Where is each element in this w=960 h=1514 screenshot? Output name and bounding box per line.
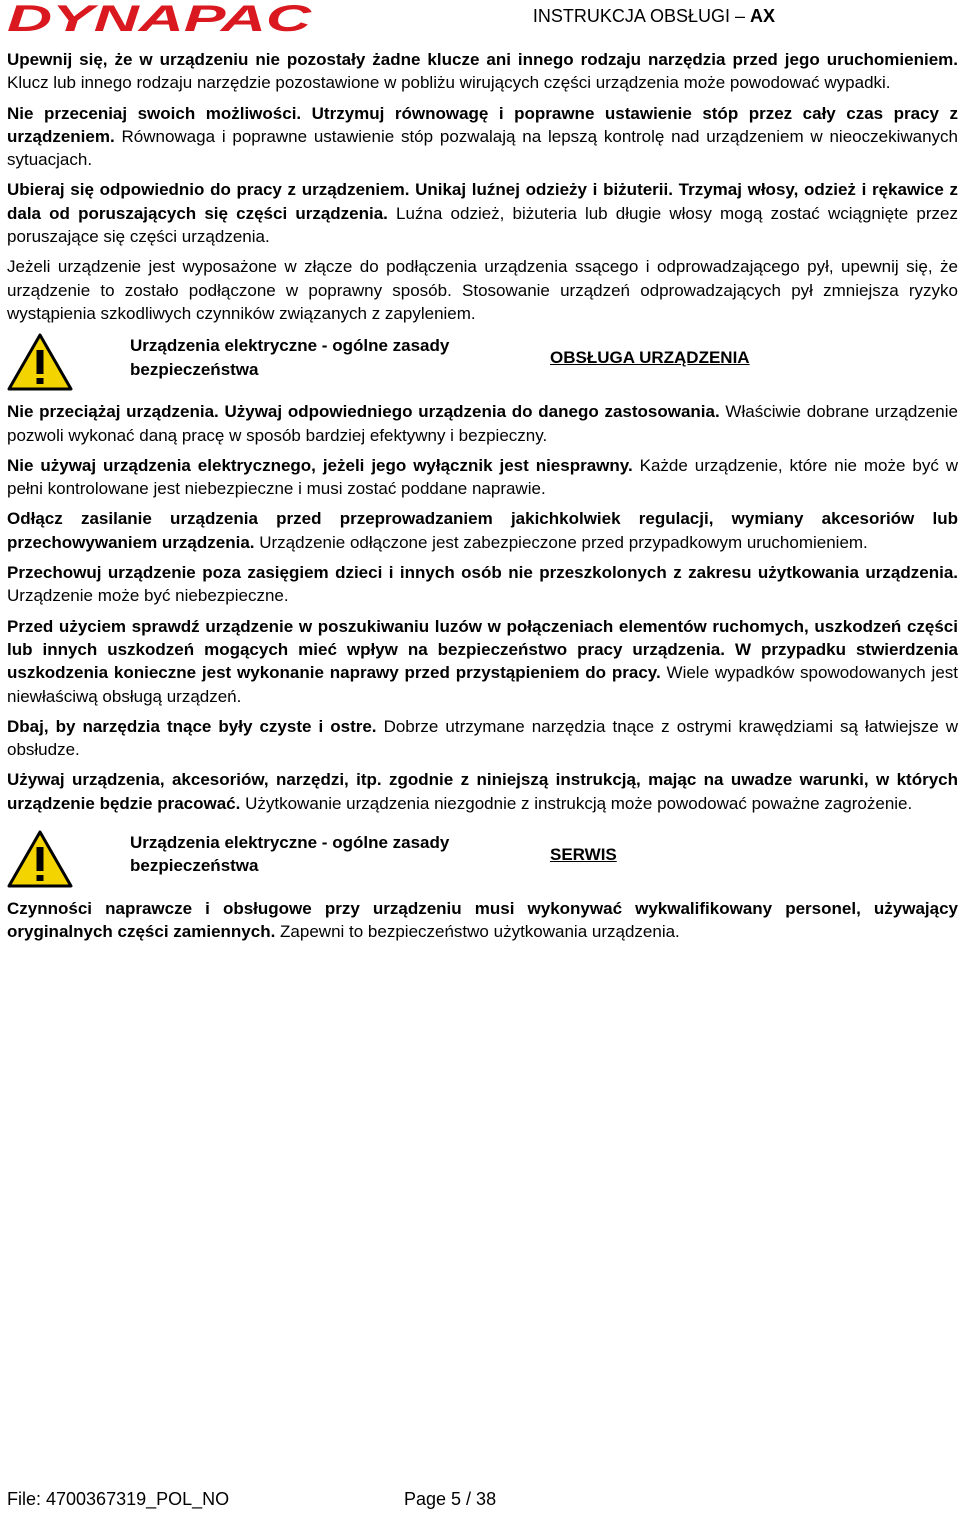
svg-text:DYNAPAC: DYNAPAC bbox=[7, 2, 313, 34]
paragraph bbox=[7, 102, 958, 172]
section-header-operation bbox=[7, 332, 958, 394]
paragraph-bold-text: Przechowuj urządzenie poza zasięgiem dzieci i innych osób nie przeszkolonych z zakresu użytkowania urządzenia. bbox=[7, 563, 958, 583]
paragraph-text: Właściwie dobrane urządzenie pozwoli wykonać daną pracę w sposób bardziej efektywny i bezpieczny. bbox=[7, 402, 958, 445]
paragraph-text: Urządzenie może być niebezpieczne. bbox=[7, 586, 289, 606]
operation-paragraphs bbox=[7, 400, 958, 815]
paragraph-bold-text: Używaj urządzenia, akcesoriów, narzędzi, itp. zgodnie z niniejszą instrukcją, mając na uwadze warunki, w których urządzenie będzie pracować. bbox=[7, 770, 958, 813]
service-paragraphs bbox=[7, 897, 958, 944]
paragraph bbox=[7, 178, 958, 248]
paragraph-text: Użytkowanie urządzenia niezgodnie z instrukcją może powodować poważne zagrożenie. bbox=[240, 793, 913, 813]
document-body bbox=[7, 48, 958, 951]
paragraph-text: Zapewni to bezpieczeństwo użytkowania urządzenia. bbox=[275, 922, 680, 942]
footer-page-number: Page 5 / 38 bbox=[404, 1489, 497, 1509]
page-header bbox=[0, 0, 960, 40]
paragraph-bold-text: Ubieraj się odpowiednio do pracy z urządzeniem. Unikaj luźnej odzieży i biżuterii. Trzymaj włosy, odzież i rękawice z dala od poruszających się części urządzenia. bbox=[7, 180, 958, 223]
paragraph-text: Luźna odzież, biżuteria lub długie włosy mogą zostać wciągnięte przez poruszające się części urządzenia. bbox=[7, 203, 958, 247]
footer-file: File: 4700367319_POL_NO bbox=[7, 1489, 230, 1509]
paragraph-bold-text: Czynności naprawcze i obsługowe przy urządzeniu musi wykonywać wykwalifikowany personel, używający oryginalnych części zamiennych. bbox=[7, 899, 958, 942]
document-title: INSTRUKCJA OBSŁUGI – AX bbox=[532, 6, 775, 26]
paragraph-text: Wiele wypadków spowodowanych jest niewłaściwą obsługą urządzeń. bbox=[7, 663, 959, 706]
paragraph-bold-text: Przed użyciem sprawdź urządzenie w poszukiwaniu luzów w połączeniach elementów ruchomych, uszkodzeń części lub innych uszkodzeń mogących mieć wpływ na bezpieczeństwo pracy urządzenia. W przypadku stwierdzenia uszkodzenia konieczne jest wykonanie naprawy przed przystąpieniem do pracy. bbox=[7, 616, 958, 683]
dynapac-logo bbox=[7, 2, 313, 34]
section-title-operation: OBSŁUGA URZĄDZENIA bbox=[550, 348, 750, 368]
paragraph-bold-text: Nie przeceniaj swoich możliwości. Utrzymuj równowagę i poprawne ustawienie stóp przez cały czas pracy z urządzeniem. bbox=[7, 103, 958, 146]
paragraph bbox=[7, 715, 958, 762]
paragraph bbox=[7, 615, 958, 708]
paragraph bbox=[7, 561, 958, 608]
paragraph-bold-text: Nie przeciążaj urządzenia. Używaj odpowiedniego urządzenia do danego zastosowania. bbox=[7, 402, 720, 422]
paragraph bbox=[7, 48, 958, 95]
section-header-service bbox=[7, 829, 958, 891]
section-title-service: SERWIS bbox=[550, 845, 617, 865]
section-label: Urządzenia elektryczne - ogólne zasady bezpieczeństwa bbox=[130, 336, 450, 379]
paragraph-text: Klucz lub innego rodzaju narzędzie pozostawione w pobliżu wirujących części urządzenia może powodować wypadki. bbox=[7, 73, 891, 93]
paragraph-bold-text: Odłącz zasilanie urządzenia przed przeprowadzaniem jakichkolwiek regulacji, wymiany akcesoriów lub przechowywaniem urządzenia. bbox=[7, 509, 958, 552]
paragraph bbox=[7, 255, 958, 325]
section-label: Urządzenia elektryczne - ogólne zasady bezpieczeństwa bbox=[130, 833, 450, 876]
paragraph bbox=[7, 768, 958, 815]
paragraph bbox=[7, 507, 958, 554]
paragraph-bold-text: Dbaj, by narzędzia tnące były czyste i ostre. bbox=[7, 716, 377, 736]
intro-paragraphs bbox=[7, 48, 958, 325]
paragraph-text: Urządzenie odłączone jest zabezpieczone przed przypadkowym uruchomieniem. bbox=[254, 532, 868, 552]
paragraph bbox=[7, 454, 958, 501]
paragraph-text: Równowaga i poprawne ustawienie stóp pozwalają na lepszą kontrolę nad urządzeniem w nieoczekiwanych sytuacjach. bbox=[7, 126, 958, 170]
warning-triangle-icon bbox=[7, 830, 73, 888]
paragraph-bold-text: Nie używaj urządzenia elektrycznego, jeżeli jego wyłącznik jest niesprawny. bbox=[7, 455, 633, 475]
paragraph-bold-text: Upewnij się, że w urządzeniu nie pozostały żadne klucze ani innego rodzaju narzędzia przed jego uruchomieniem. bbox=[7, 50, 958, 69]
paragraph-text: Każde urządzenie, które nie może być w pełni kontrolowane jest niebezpieczne i musi zostać poddane naprawie. bbox=[7, 455, 959, 499]
paragraph-text: Jeżeli urządzenie jest wyposażone w złącze do podłączenia urządzenia ssącego i odprowadzającego pył, upewnij się, że urządzenie to zostało podłączone w poprawny sposób. Stosowanie urządzeń odprowadzających pył zmniejsza ryzyko wystąpienia szkodliwych czynników związanych z zapyleniem. bbox=[7, 257, 958, 323]
paragraph-text: Dobrze utrzymane narzędzia tnące z ostrymi krawędziami są łatwiejsze w obsłudze. bbox=[7, 716, 958, 760]
paragraph bbox=[7, 897, 958, 944]
paragraph bbox=[7, 400, 958, 447]
warning-triangle-icon bbox=[7, 333, 73, 391]
